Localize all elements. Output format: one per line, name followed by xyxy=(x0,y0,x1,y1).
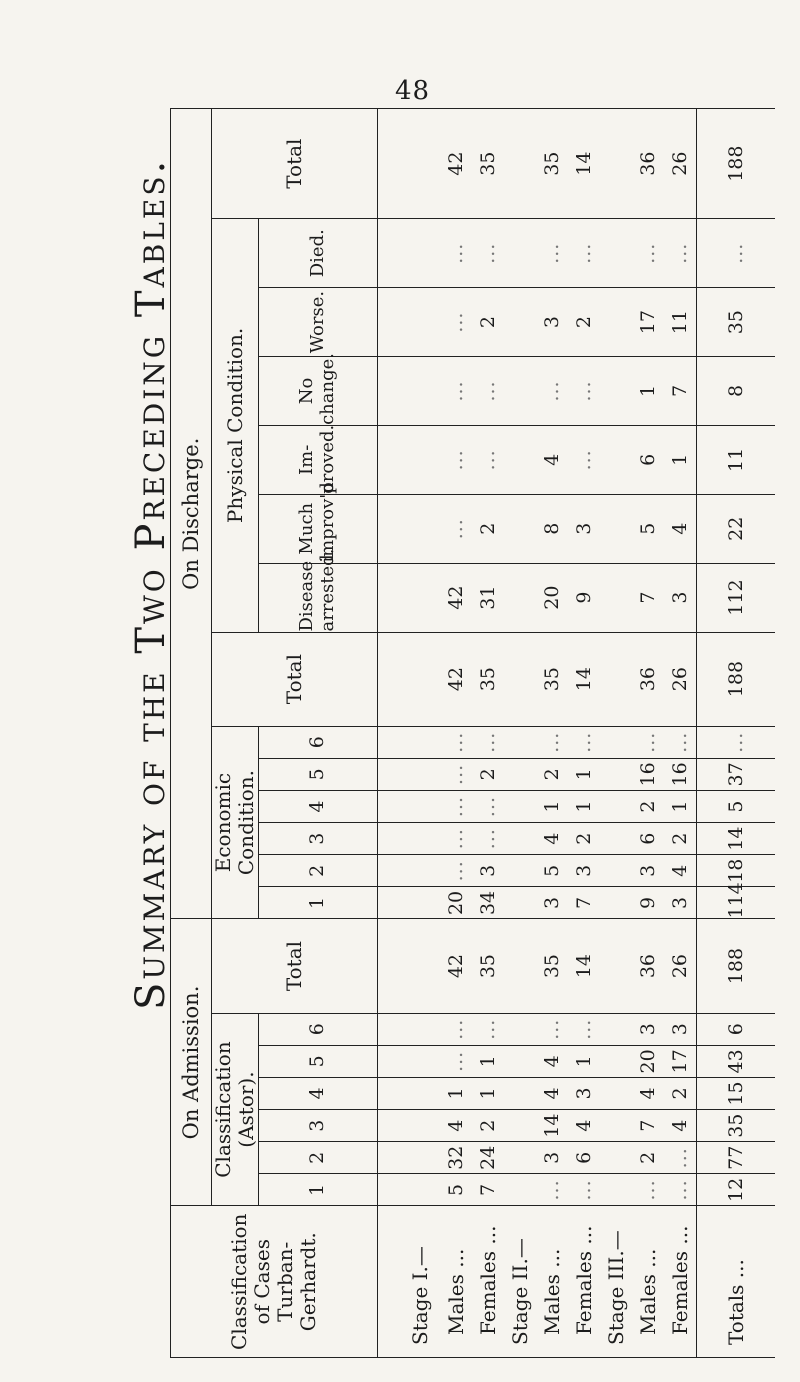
table-cell: 22 xyxy=(697,494,776,563)
table-cell: 1 xyxy=(664,425,697,494)
table-cell: 36 xyxy=(632,632,664,726)
economic-total-header: Total xyxy=(212,632,378,726)
table-cell: 1 xyxy=(568,1045,600,1077)
table-cell: 77 xyxy=(697,1142,776,1174)
table-cell: 4 xyxy=(536,823,568,855)
table-cell: 34 xyxy=(472,887,504,919)
running-title: Summary of the Two Preceding Tables. xyxy=(128,157,174,1010)
on-discharge-header: On Discharge. xyxy=(171,109,212,920)
table-cell: 5 xyxy=(536,855,568,887)
table-cell: 42 xyxy=(440,563,472,632)
table-cell: ... xyxy=(472,823,504,855)
table-cell: 17 xyxy=(632,288,664,357)
table-cell: ... xyxy=(536,726,568,758)
table-cell: ... xyxy=(440,219,472,288)
row-label: Males ... xyxy=(632,1206,664,1358)
table-cell: 26 xyxy=(664,632,697,726)
table-cell: 42 xyxy=(440,919,472,1013)
table-cell xyxy=(600,1110,632,1142)
table-cell: 4 xyxy=(632,1077,664,1109)
table-cell xyxy=(600,425,632,494)
table-cell: ... xyxy=(664,726,697,758)
table-cell: 3 xyxy=(664,887,697,919)
table-cell: 8 xyxy=(697,357,776,426)
table-cell: ... xyxy=(440,1045,472,1077)
table-cell: ... xyxy=(568,1013,600,1045)
table-cell xyxy=(600,790,632,822)
table-cell: ... xyxy=(472,1013,504,1045)
physical-header: Physical Condition. xyxy=(212,219,259,632)
table-cell xyxy=(378,563,440,632)
table-cell: 1 xyxy=(440,1077,472,1109)
table-cell: 14 xyxy=(697,823,776,855)
table-cell: ... xyxy=(440,425,472,494)
table-row xyxy=(632,109,664,1358)
on-admission-header: On Admission. xyxy=(171,919,212,1206)
table-cell: 3 xyxy=(632,1013,664,1045)
table-cell: 36 xyxy=(632,109,664,219)
row-label: Females ... xyxy=(568,1206,600,1358)
table-cell: 11 xyxy=(664,288,697,357)
table-cell: 6 xyxy=(568,1142,600,1174)
table-cell xyxy=(504,1174,536,1206)
table-cell xyxy=(378,357,440,426)
table-cell: 35 xyxy=(472,632,504,726)
table-cell: ... xyxy=(440,357,472,426)
table-cell: 35 xyxy=(536,632,568,726)
table-cell xyxy=(600,357,632,426)
table-cell xyxy=(378,1174,440,1206)
table-cell xyxy=(600,919,632,1013)
table-cell: 112 xyxy=(697,563,776,632)
table-cell: 1 xyxy=(632,357,664,426)
table-cell: 9 xyxy=(568,563,600,632)
table-cell xyxy=(600,1077,632,1109)
table-cell xyxy=(378,109,440,219)
table-cell: 14 xyxy=(568,632,600,726)
table-cell: ... xyxy=(568,425,600,494)
stage-row xyxy=(504,109,536,1358)
table-cell xyxy=(504,1110,536,1142)
astor-col-6: 6 xyxy=(259,1013,378,1045)
table-cell: ... xyxy=(472,790,504,822)
table-cell: 2 xyxy=(472,288,504,357)
table-cell: 3 xyxy=(568,855,600,887)
table-cell xyxy=(600,1045,632,1077)
astor-col-5: 5 xyxy=(259,1045,378,1077)
table-cell: 2 xyxy=(472,1110,504,1142)
table-cell xyxy=(504,726,536,758)
economic-col-6: 6 xyxy=(259,726,378,758)
stage-row xyxy=(378,109,440,1358)
table-cell xyxy=(378,758,440,790)
table-cell xyxy=(378,823,440,855)
table-cell: ... xyxy=(440,823,472,855)
table-cell: 35 xyxy=(697,288,776,357)
table-cell: 2 xyxy=(568,823,600,855)
row-label: Stage III.— xyxy=(600,1206,632,1358)
table-cell: ... xyxy=(536,1013,568,1045)
table-cell: 20 xyxy=(440,887,472,919)
table-cell: 1 xyxy=(568,790,600,822)
table-cell: 35 xyxy=(697,1110,776,1142)
table-cell: 7 xyxy=(632,1110,664,1142)
table-cell: 3 xyxy=(536,288,568,357)
table-cell: ... xyxy=(536,1174,568,1206)
table-cell: 3 xyxy=(472,855,504,887)
table-cell: 2 xyxy=(664,823,697,855)
table-cell: 9 xyxy=(632,887,664,919)
table-cell: 16 xyxy=(664,758,697,790)
table-cell: ... xyxy=(697,219,776,288)
economic-col-2: 2 xyxy=(259,855,378,887)
table-cell: ... xyxy=(440,494,472,563)
table-cell xyxy=(600,1174,632,1206)
table-cell xyxy=(504,632,536,726)
table-cell: 7 xyxy=(472,1174,504,1206)
table-row xyxy=(568,109,600,1358)
table-cell: 4 xyxy=(536,1077,568,1109)
table-cell xyxy=(600,1013,632,1045)
table-cell: ... xyxy=(697,726,776,758)
table-cell: 35 xyxy=(536,919,568,1013)
table-cell: ... xyxy=(536,357,568,426)
physical-total-header: Total xyxy=(212,109,378,219)
table-cell: 4 xyxy=(568,1110,600,1142)
much-improved-header: Much improv'd xyxy=(259,494,378,563)
economic-col-1: 1 xyxy=(259,887,378,919)
table-cell: 2 xyxy=(632,790,664,822)
astor-col-2: 2 xyxy=(259,1142,378,1174)
table-cell: 4 xyxy=(440,1110,472,1142)
stage-row xyxy=(600,109,632,1358)
table-cell: 42 xyxy=(440,632,472,726)
table-cell: ... xyxy=(440,758,472,790)
table-cell: ... xyxy=(440,288,472,357)
no-change-header: No change. xyxy=(259,357,378,426)
table-cell: 35 xyxy=(472,109,504,219)
table-cell: 6 xyxy=(697,1013,776,1045)
table-cell: 114 xyxy=(697,887,776,919)
table-cell: 35 xyxy=(472,919,504,1013)
table-cell: ... xyxy=(632,726,664,758)
table-cell: ... xyxy=(440,726,472,758)
table-cell xyxy=(378,1045,440,1077)
table-cell: ... xyxy=(440,1013,472,1045)
table-cell: 2 xyxy=(664,1077,697,1109)
table-cell: 4 xyxy=(536,1045,568,1077)
table-cell: 14 xyxy=(568,919,600,1013)
table-cell: ... xyxy=(664,219,697,288)
table-cell xyxy=(504,1077,536,1109)
row-label: Males ... xyxy=(440,1206,472,1358)
table-cell xyxy=(504,1142,536,1174)
died-header: Died. xyxy=(259,219,378,288)
table-cell: 2 xyxy=(568,288,600,357)
table-cell xyxy=(600,632,632,726)
table-cell xyxy=(504,1045,536,1077)
admission-total-header: Total xyxy=(212,919,378,1013)
table-cell xyxy=(504,823,536,855)
table-cell xyxy=(504,887,536,919)
row-label: Stage II.— xyxy=(504,1206,536,1358)
table-cell: 18 xyxy=(697,855,776,887)
table-cell xyxy=(378,219,440,288)
table-cell: ... xyxy=(632,1174,664,1206)
table-cell xyxy=(504,494,536,563)
table-cell: ... xyxy=(472,425,504,494)
table-cell: 3 xyxy=(664,563,697,632)
table-cell: ... xyxy=(568,357,600,426)
table-cell xyxy=(600,219,632,288)
economic-header: Economic Condition. xyxy=(212,726,259,919)
table-cell xyxy=(600,887,632,919)
table-cell: 2 xyxy=(632,1142,664,1174)
table-cell xyxy=(378,790,440,822)
table-cell xyxy=(504,109,536,219)
table-cell: 17 xyxy=(664,1045,697,1077)
table-cell: ... xyxy=(664,1174,697,1206)
table-cell: 26 xyxy=(664,109,697,219)
table-cell xyxy=(378,288,440,357)
table-cell xyxy=(504,1013,536,1045)
table-cell xyxy=(378,425,440,494)
table-cell: 14 xyxy=(536,1110,568,1142)
table-cell xyxy=(504,288,536,357)
table-row xyxy=(472,109,504,1358)
table-cell: 188 xyxy=(697,919,776,1013)
table-cell: 1 xyxy=(664,790,697,822)
table-cell: 5 xyxy=(632,494,664,563)
table-cell xyxy=(600,109,632,219)
table-cell: 36 xyxy=(632,919,664,1013)
table-cell: 35 xyxy=(536,109,568,219)
table-cell: 4 xyxy=(664,1110,697,1142)
table-cell: 4 xyxy=(664,494,697,563)
table-cell xyxy=(600,855,632,887)
page-number: 48 xyxy=(395,76,431,106)
table-cell xyxy=(600,823,632,855)
table-cell: 37 xyxy=(697,758,776,790)
table-cell: 2 xyxy=(472,494,504,563)
table-cell: 4 xyxy=(536,425,568,494)
summary-table-rotated xyxy=(170,108,775,1358)
table-cell: 1 xyxy=(472,1045,504,1077)
row-label: Females ... xyxy=(664,1206,697,1358)
table-cell: 20 xyxy=(536,563,568,632)
table-cell: ... xyxy=(664,1142,697,1174)
table-cell xyxy=(378,919,440,1013)
table-cell xyxy=(600,726,632,758)
table-cell xyxy=(504,563,536,632)
table-cell xyxy=(378,1142,440,1174)
table-cell: 2 xyxy=(536,758,568,790)
table-cell xyxy=(504,425,536,494)
table-cell xyxy=(504,790,536,822)
table-cell xyxy=(504,357,536,426)
table-cell: 20 xyxy=(632,1045,664,1077)
table-cell: ... xyxy=(440,790,472,822)
table-row xyxy=(664,109,697,1358)
disease-arrested-header: Disease arrested. xyxy=(259,563,378,632)
table-cell: 5 xyxy=(697,790,776,822)
table-cell: 3 xyxy=(536,887,568,919)
table-cell xyxy=(600,288,632,357)
table-cell: 2 xyxy=(472,758,504,790)
summary-table xyxy=(170,108,775,1358)
table-cell: 3 xyxy=(536,1142,568,1174)
astor-header: Classification (Astor). xyxy=(212,1013,259,1206)
table-cell xyxy=(378,855,440,887)
table-cell: 3 xyxy=(568,1077,600,1109)
table-cell: 32 xyxy=(440,1142,472,1174)
table-cell: 188 xyxy=(697,632,776,726)
table-cell: 15 xyxy=(697,1077,776,1109)
table-cell: 4 xyxy=(664,855,697,887)
row-label: Stage I.— xyxy=(378,1206,440,1358)
table-cell xyxy=(504,219,536,288)
table-cell: 188 xyxy=(697,109,776,219)
table-cell xyxy=(378,726,440,758)
astor-col-4: 4 xyxy=(259,1077,378,1109)
table-cell: 14 xyxy=(568,109,600,219)
table-row xyxy=(536,109,568,1358)
table-cell xyxy=(600,563,632,632)
table-cell xyxy=(378,887,440,919)
table-cell: ... xyxy=(472,357,504,426)
table-cell: ... xyxy=(568,726,600,758)
row-label: Totals ... xyxy=(697,1206,776,1358)
table-cell: ... xyxy=(632,219,664,288)
table-cell: 3 xyxy=(664,1013,697,1045)
astor-col-3: 3 xyxy=(259,1110,378,1142)
improved-header: Im-proved. xyxy=(259,425,378,494)
table-cell xyxy=(600,758,632,790)
classification-header: Classification of Cases Turban-Gerhardt. xyxy=(171,1206,378,1358)
table-cell: 6 xyxy=(632,425,664,494)
table-cell xyxy=(378,1013,440,1045)
worse-header: Worse. xyxy=(259,288,378,357)
table-cell: 5 xyxy=(440,1174,472,1206)
table-cell: ... xyxy=(472,219,504,288)
table-cell: 26 xyxy=(664,919,697,1013)
economic-col-3: 3 xyxy=(259,823,378,855)
table-cell: 1 xyxy=(472,1077,504,1109)
table-cell xyxy=(600,494,632,563)
table-cell: 16 xyxy=(632,758,664,790)
table-cell: ... xyxy=(568,219,600,288)
table-cell: 42 xyxy=(440,109,472,219)
table-cell: 43 xyxy=(697,1045,776,1077)
table-cell: 7 xyxy=(568,887,600,919)
table-cell: 8 xyxy=(536,494,568,563)
totals-row xyxy=(697,109,776,1358)
table-cell: ... xyxy=(440,855,472,887)
table-cell: 31 xyxy=(472,563,504,632)
table-cell: 3 xyxy=(568,494,600,563)
row-label: Males ... xyxy=(536,1206,568,1358)
table-cell: 12 xyxy=(697,1174,776,1206)
table-cell xyxy=(378,632,440,726)
table-cell: 1 xyxy=(568,758,600,790)
table-cell: ... xyxy=(568,1174,600,1206)
table-cell xyxy=(504,758,536,790)
table-cell: 11 xyxy=(697,425,776,494)
table-cell: ... xyxy=(536,219,568,288)
row-label: Females ... xyxy=(472,1206,504,1358)
table-cell xyxy=(378,1077,440,1109)
table-cell: 7 xyxy=(664,357,697,426)
table-cell xyxy=(504,855,536,887)
table-cell xyxy=(504,919,536,1013)
economic-col-5: 5 xyxy=(259,758,378,790)
astor-col-1: 1 xyxy=(259,1174,378,1206)
table-cell xyxy=(378,1110,440,1142)
table-cell: 24 xyxy=(472,1142,504,1174)
economic-col-4: 4 xyxy=(259,790,378,822)
table-cell xyxy=(378,494,440,563)
table-cell: 3 xyxy=(632,855,664,887)
table-cell: 1 xyxy=(536,790,568,822)
table-cell: ... xyxy=(472,726,504,758)
table-cell: 7 xyxy=(632,563,664,632)
table-cell: 6 xyxy=(632,823,664,855)
table-body xyxy=(378,109,776,1358)
table-cell xyxy=(600,1142,632,1174)
table-row xyxy=(440,109,472,1358)
